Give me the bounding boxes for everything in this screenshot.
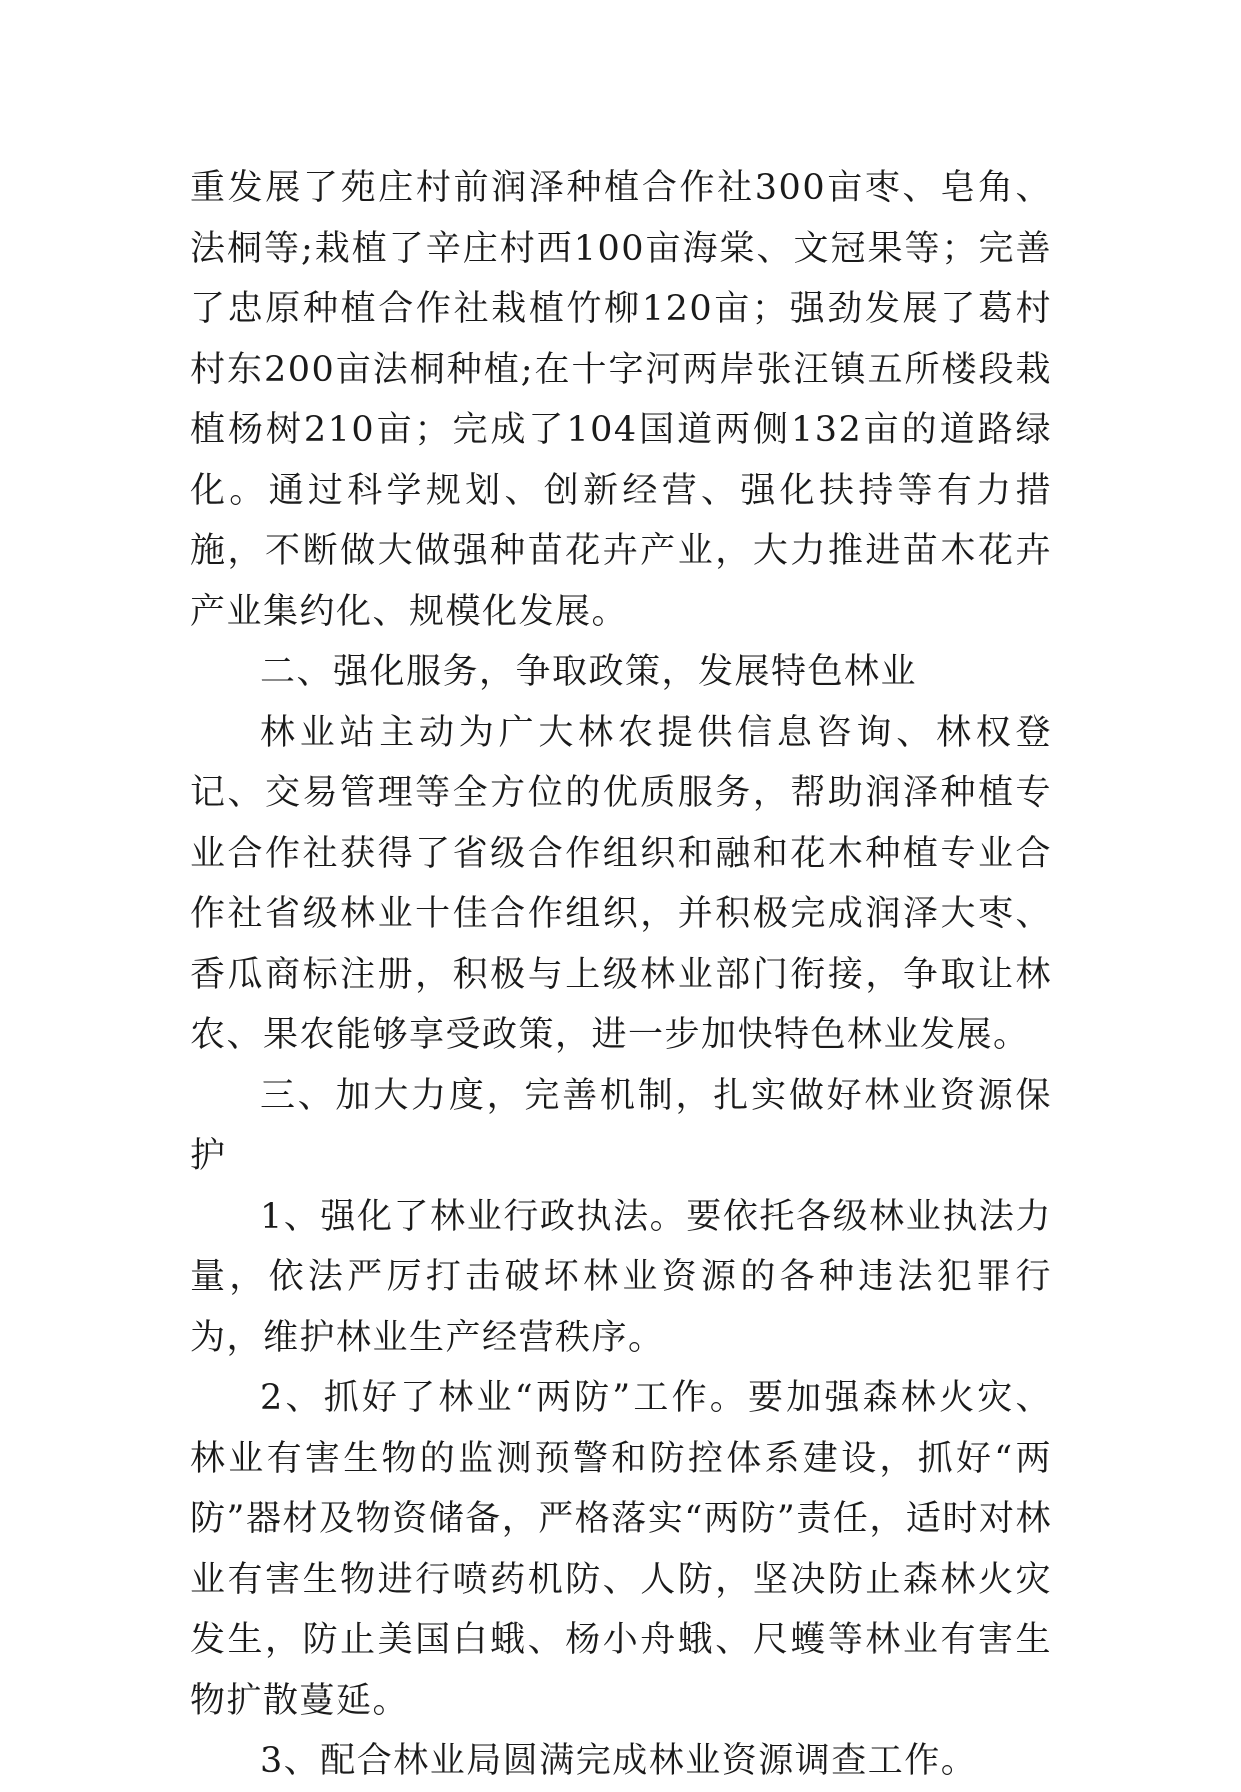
list-item-2: 2、抓好了林业“两防”工作。要加强森林火灾、林业有害生物的监测预警和防控体系建设，抓好“两防”器材及物资储备，严格落实“两防”责任，适时对林业有害生物进行喷药机防、人防，坚决防止森林火灾发生，防止美国白蛾、杨小舟蛾、尺蠖等林业有害生物扩散蔓延。	[190, 1378, 1052, 1721]
list-item-1: 1、强化了林业行政执法。要依托各级林业执法力量，依法严厉打击破坏林业资源的各种违法犯罪行为，维护林业生产经营秩序。	[190, 1196, 1052, 1358]
section-heading-2: 二、强化服务，争取政策，发展特色林业	[260, 652, 918, 692]
list-item-3: 3、配合林业局圆满完成林业资源调查工作。	[260, 1741, 978, 1781]
paragraph-2: 林业站主动为广大林农提供信息咨询、林权登记、交易管理等全方位的优质服务，帮助润泽种植专业合作社获得了省级合作组织和融和花木种植专业合作社省级林业十佳合作组织，并积极完成润泽大枣、香瓜商标注册，积极与上级林业部门衔接，争取让林农、果农能够享受政策，进一步加快特色林业发展。	[190, 712, 1052, 1055]
document-body	[190, 158, 1052, 1792]
section-heading-3: 三、加大力度，完善机制，扎实做好林业资源保护	[190, 1075, 1052, 1176]
paragraph-1: 重发展了苑庄村前润泽种植合作社300亩枣、皂角、法桐等;栽植了辛庄村西100亩海棠、文冠果等；完善了忠原种植合作社栽植竹柳120亩；强劲发展了葛村村东200亩法桐种植;在十字河两岸张汪镇五所楼段栽植杨树210亩；完成了104国道两侧132亩的道路绿化。通过科学规划、创新经营、强化扶持等有力措施，不断做大做强种苗花卉产业，大力推进苗木花卉产业集约化、规模化发展。	[190, 168, 1052, 632]
